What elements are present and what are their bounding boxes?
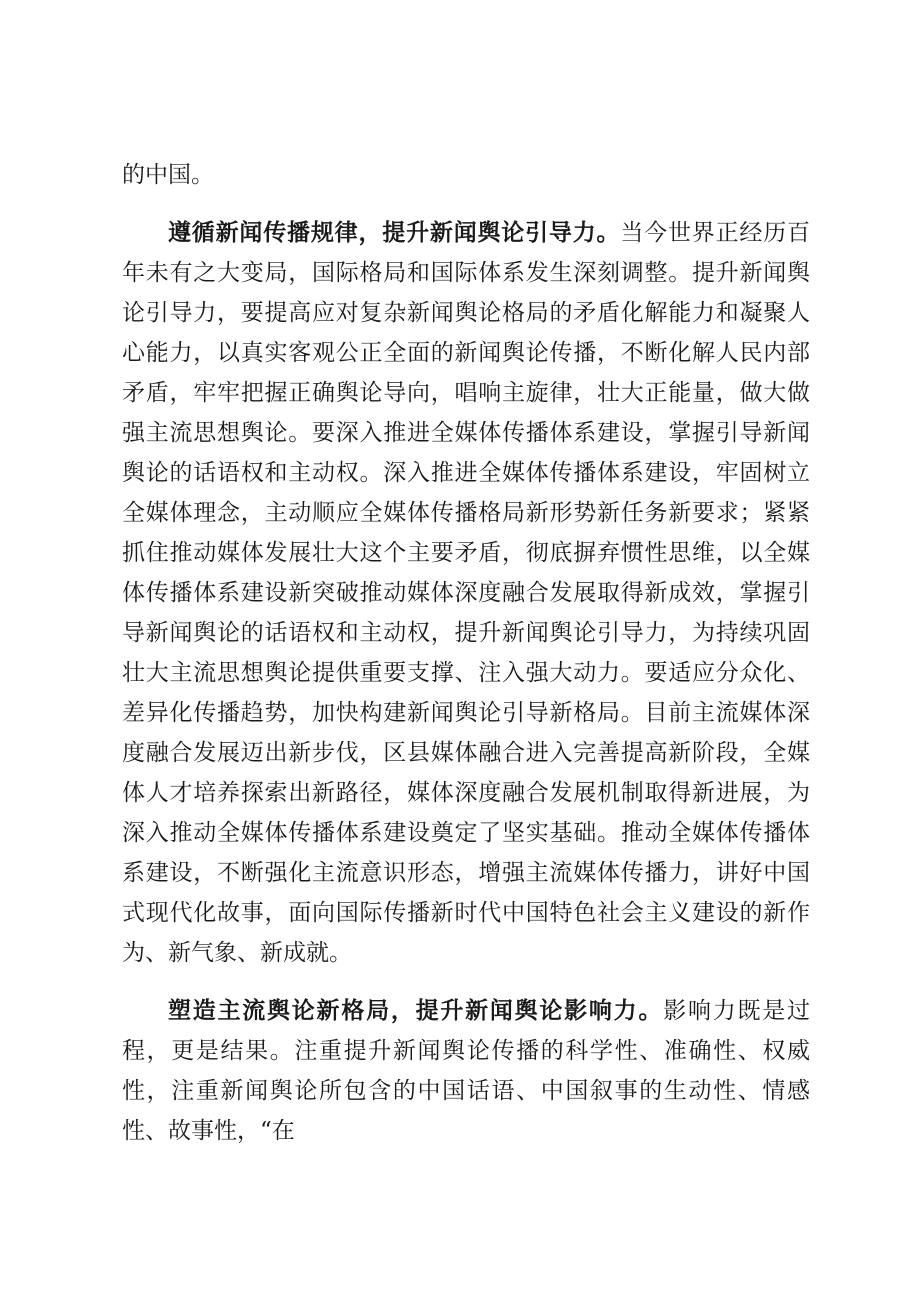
paragraph-text: 影响力既是过程，更是结果。注重提升新闻舆论传播的科学性、准确性、权威性，注重新闻舆论所包含的中国话语、中国叙事的生动性、情感性、故事性，“在 [122, 998, 811, 1144]
paragraph-news-guidance [122, 213, 810, 973]
paragraph-text: 的中国。 [122, 162, 214, 188]
paragraph-heading: 遵循新闻传播规律，提升新闻舆论引导力。 [168, 219, 621, 246]
document-body [122, 155, 810, 1169]
paragraph-text: 当今世界正经历百年未有之大变局，国际格局和国际体系发生深刻调整。提升新闻舆论引导力，要提高应对复杂新闻舆论格局的矛盾化解能力和凝聚人心能力，以真实客观公正全面的新闻舆论传播，不断化解人民内部矛盾，牢牢把握正确舆论导向，唱响主旋律，壮大正能量，做大做强主流思想舆论。要深入推进全媒体传播体系建设，掌握引导新闻舆论的话语权和主动权。深入推进全媒体传播体系建设，牢固树立全媒体理念，主动顺应全媒体传播格局新形势新任务新要求；紧紧抓住推动媒体发展壮大这个主要矛盾，彻底摒弃惯性思维，以全媒体传播体系建设新突破推动媒体深度融合发展取得新成效，掌握引导新闻舆论的话语权和主动权，提升新闻舆论引导力，为持续巩固壮大主流思想舆论提供重要支撑、注入强大动力。要适应分众化、差异化传播趋势，加快构建新闻舆论引导新格局。目前主流媒体深度融合发展迈出新步伐，区县媒体融合进入完善提高新阶段，全媒体人才培养探索出新路径，媒体深度融合发展机制取得新进展，为深入推动全媒体传播体系建设奠定了坚实基础。推动全媒体传播体系建设，不断强化主流意识形态，增强主流媒体传播力，讲好中国式现代化故事，面向国际传播新时代中国特色社会主义建设的新作为、新气象、新成就。 [122, 220, 811, 966]
paragraph-heading: 塑造主流舆论新格局，提升新闻舆论影响力。 [168, 997, 664, 1024]
paragraph-news-influence [122, 991, 810, 1151]
paragraph-continuation [122, 155, 810, 195]
